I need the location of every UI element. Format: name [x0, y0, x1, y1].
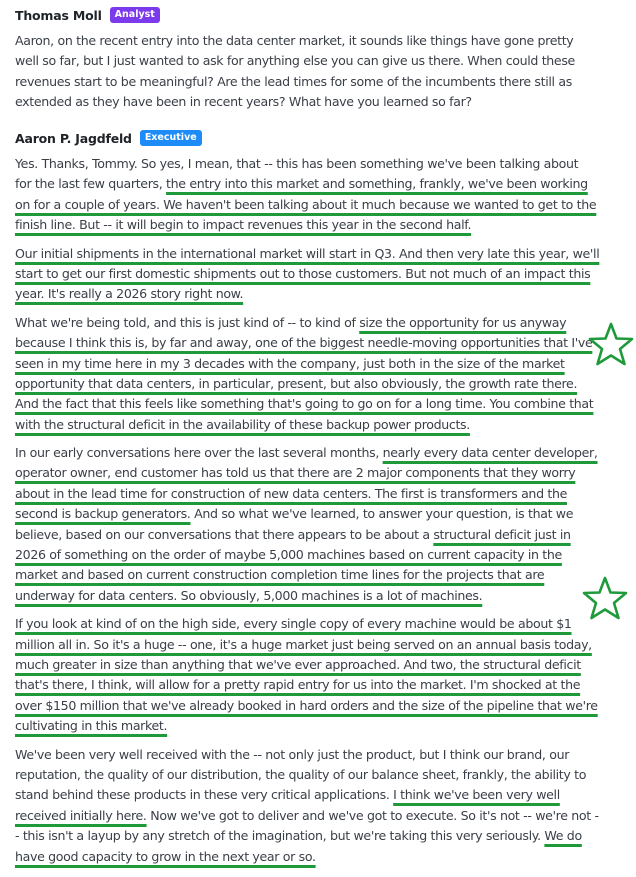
text-segment: Yes. Thanks, Tommy. So yes, I mean, that -- this has been something we've been talking about — [15, 156, 579, 171]
highlighted-text: because I think this is, by far and away, one of the biggest needle-moving opportunities that I've — [15, 335, 593, 351]
text-line — [15, 765, 625, 785]
highlighted-text: And the fact that this feels like something that's going to go on for a long time. You combine that — [15, 396, 594, 412]
text-line — [15, 785, 625, 805]
highlighted-text: We do — [544, 828, 582, 844]
text-line — [15, 675, 625, 695]
text-line — [15, 806, 625, 826]
text-line — [15, 847, 625, 867]
highlighted-text: start to get our first domestic shipments out to those customers. But not much of an impact this — [15, 265, 591, 281]
highlighted-text: year. It's really a 2026 story right now. — [15, 286, 244, 302]
text-line — [15, 244, 625, 264]
highlighted-text: underway for data centers. So obviously, 5,000 machines is a lot of machines. — [15, 587, 483, 603]
text-line — [15, 354, 625, 374]
speaker-header — [15, 129, 625, 147]
text-line — [15, 51, 625, 71]
text-segment: - this isn't a layup by any stretch of the imagination, but we're taking this very seriously. — [15, 828, 545, 844]
highlighted-text: over $150 million that we've already booked in hard orders and the size of the pipeline that we're — [15, 697, 598, 713]
highlighted-text: have good capacity to grow in the next year or so. — [15, 848, 316, 864]
highlighted-text: second is backup generators. — [15, 506, 191, 522]
answer-paragraph — [15, 244, 625, 305]
highlighted-text: with the structural deficit in the availability of these backup power products. — [15, 416, 470, 432]
answer-paragraph — [15, 745, 625, 867]
star-icon — [588, 322, 634, 366]
text-segment: And so what we've learned, to answer your question, is that we — [190, 506, 574, 522]
highlighted-text: on for a couple of years. We haven't been talking about it much because we wanted to get to the — [15, 196, 597, 212]
text-segment: In our early conversations here over the last several months, — [15, 445, 383, 461]
text-line — [15, 745, 625, 765]
speaker-header — [15, 6, 625, 24]
text-line — [15, 525, 625, 545]
text-segment: revenues start to be meaningful? Are the lead times for some of the incumbents there still as — [15, 73, 572, 89]
text-segment: Aaron, on the recent entry into the data center market, it sounds like things have gone pretty — [15, 33, 574, 48]
text-line — [15, 92, 625, 112]
text-segment: believe, based on our conversations that there appears to be about a — [15, 526, 434, 542]
text-line — [15, 31, 625, 51]
role-badge: Executive — [140, 130, 202, 146]
text-segment: stand behind these products in these very critical applications. — [15, 787, 394, 803]
highlighted-text: seen in my time here in my 3 decades with the company, just both in the size of the market — [15, 355, 565, 371]
text-segment: We've been very well received with the -- not only just the product, but I think our brand, our — [15, 746, 570, 762]
highlighted-text: I think we've been very well — [393, 787, 560, 803]
text-line — [15, 716, 625, 736]
text-line — [15, 696, 625, 716]
highlighted-text: finish line. But -- it will begin to impact revenues this year in the second half. — [15, 217, 472, 233]
highlighted-text: nearly every data center developer, — [382, 445, 598, 461]
text-line — [15, 333, 625, 353]
text-line — [15, 154, 625, 174]
highlighted-text: that's there, I think, will allow for a pretty rapid entry for us into the market. I'm shocked at the — [15, 677, 581, 693]
text-line — [15, 313, 625, 333]
answer-paragraph — [15, 614, 625, 736]
question-text — [15, 31, 625, 113]
text-line — [15, 545, 625, 565]
question-block — [15, 6, 625, 113]
text-line — [15, 586, 625, 606]
text-line — [15, 215, 625, 235]
highlighted-text: size the opportunity for us anyway — [359, 314, 567, 330]
answer-paragraph — [15, 313, 625, 435]
text-line — [15, 826, 625, 846]
text-segment: What we're being told, and this is just kind of -- to kind of — [15, 314, 360, 330]
text-line — [15, 565, 625, 585]
text-line — [15, 374, 625, 394]
text-line — [15, 614, 625, 634]
answer-text — [15, 154, 625, 867]
highlighted-text: received initially here. — [15, 807, 147, 823]
highlighted-text: 2026 of something on the order of maybe 5,000 machines based on current capacity in the — [15, 547, 562, 563]
text-line — [15, 504, 625, 524]
highlighted-text: opportunity that data centers, in particular, present, but also obviously, the growth rate there. — [15, 375, 578, 391]
highlighted-text: the entry into this market and something, frankly, we've been working — [166, 176, 588, 192]
text-line — [15, 484, 625, 504]
highlighted-text: operator owner, end customer has told us that there are 2 major components that they worry — [15, 465, 576, 481]
highlighted-text: market and based on current construction completion time lines for the projects that are — [15, 567, 545, 583]
text-line — [15, 72, 625, 92]
speaker-name: Thomas Moll — [15, 7, 102, 23]
answer-paragraph — [15, 154, 625, 236]
answer-paragraph — [15, 443, 625, 606]
text-segment: well so far, but I just wanted to ask for anything else you can give us there. When could these — [15, 53, 575, 69]
text-line — [15, 655, 625, 675]
highlighted-text: about in the lead time for construction of new data centers. The first is transformers and the — [15, 485, 567, 501]
text-line — [15, 394, 625, 414]
highlighted-text: cultivating in this market. — [15, 718, 168, 734]
star-icon — [582, 576, 628, 620]
text-segment: for the last few quarters, — [15, 176, 167, 192]
text-line — [15, 284, 625, 304]
text-line — [15, 635, 625, 655]
answer-block — [15, 129, 625, 867]
text-line — [15, 174, 625, 194]
text-line — [15, 463, 625, 483]
text-line — [15, 415, 625, 435]
highlighted-text: Our initial shipments in the international market will start in Q3. And then very late this year, we'll — [15, 245, 600, 261]
highlighted-text: If you look at kind of on the high side, every single copy of every machine would be about $1 — [15, 616, 572, 632]
text-segment: Now we've got to deliver and we've got to execute. So it's not -- we're not - — [146, 807, 599, 823]
role-badge: Analyst — [110, 7, 160, 23]
highlighted-text: much greater in size than anything that we've ever approached. And two, the structural deficit — [15, 656, 581, 672]
text-line — [15, 264, 625, 284]
text-segment: extended as they have been in recent years? What have you learned so far? — [15, 94, 472, 110]
speaker-name: Aaron P. Jagdfeld — [15, 130, 132, 146]
highlighted-text: million all in. So it's a huge -- one, it's a huge market just being served on an annual basis today, — [15, 636, 592, 652]
highlighted-text: structural deficit just in — [433, 526, 571, 542]
text-segment: reputation, the quality of our distribution, the quality of our balance sheet, frankly, the ability to — [15, 766, 587, 782]
text-line — [15, 443, 625, 463]
text-line — [15, 195, 625, 215]
